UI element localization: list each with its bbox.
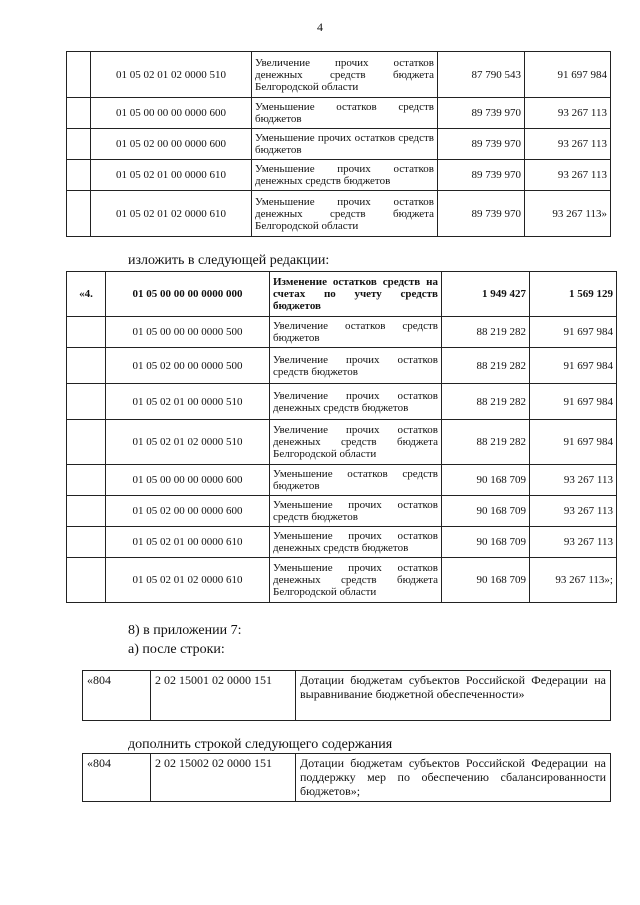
value-year-1: 89 739 970: [438, 160, 525, 191]
value-year-1: 89 739 970: [438, 129, 525, 160]
row-number: [67, 420, 106, 465]
value-year-1: 88 219 282: [442, 384, 530, 420]
row-number: [67, 527, 106, 558]
table-row: [67, 420, 617, 465]
budget-code: 01 05 02 01 00 0000 510: [106, 384, 270, 420]
value-year-2: 1 569 129: [530, 272, 617, 317]
row-name: Уменьшение остатков средств бюджетов: [270, 465, 442, 496]
row-number: [67, 52, 91, 98]
table-row: [67, 384, 617, 420]
table-row: [67, 348, 617, 384]
value-year-2: 91 697 984: [530, 317, 617, 348]
row-name: Уменьшение остатков средств бюджетов: [252, 98, 438, 129]
table-row: [67, 272, 617, 317]
value-year-2: 93 267 113: [525, 160, 611, 191]
table-row: [67, 191, 611, 237]
row-name: Уменьшение прочих остатков средств бюджетов: [252, 129, 438, 160]
budget-table-top: [66, 51, 611, 237]
table-row: [67, 317, 617, 348]
value-year-2: 91 697 984: [525, 52, 611, 98]
budget-code: 01 05 02 00 00 0000 500: [106, 348, 270, 384]
row-name: Уменьшение прочих остатков денежных средств бюджетов: [252, 160, 438, 191]
row-name: Уменьшение прочих остатков денежных средств бюджета Белгородской области: [270, 558, 442, 603]
table-row: [67, 129, 611, 160]
row-number: [67, 465, 106, 496]
budget-code: 01 05 02 01 02 0000 610: [91, 191, 252, 237]
row-number: [67, 129, 91, 160]
row-number: [67, 384, 106, 420]
budget-code: 01 05 02 01 02 0000 510: [91, 52, 252, 98]
row-number: [67, 98, 91, 129]
value-year-1: 88 219 282: [442, 420, 530, 465]
subsidy-row: [83, 754, 611, 802]
value-year-1: 90 168 709: [442, 558, 530, 603]
table-row: [67, 496, 617, 527]
value-year-2: 91 697 984: [530, 420, 617, 465]
row-number: [67, 348, 106, 384]
row-number: [67, 160, 91, 191]
row-name: Изменение остатков средств на счетах по учету средств бюджетов: [270, 272, 442, 317]
table-row: [67, 52, 611, 98]
subsidy-name: Дотации бюджетам субъектов Российской Федерации на поддержку мер по обеспечению сбалансированности бюджетов»;: [296, 754, 611, 802]
budget-code: 01 05 02 01 02 0000 510: [106, 420, 270, 465]
budget-code: 01 05 00 00 00 0000 600: [106, 465, 270, 496]
value-year-2: 93 267 113: [530, 496, 617, 527]
page-number: 4: [317, 20, 323, 34]
value-year-1: 89 739 970: [438, 191, 525, 237]
budget-table-main: [66, 271, 617, 603]
intro-text: изложить в следующей редакции:: [128, 253, 330, 268]
item8-text: 8) в приложении 7:: [128, 623, 242, 638]
row-name: Уменьшение прочих остатков денежных средств бюджета Белгородской области: [252, 191, 438, 237]
value-year-2: 93 267 113: [530, 527, 617, 558]
table-row: [67, 527, 617, 558]
value-year-2: 93 267 113: [530, 465, 617, 496]
row-name: Увеличение остатков средств бюджетов: [270, 317, 442, 348]
budget-code: 01 05 00 00 00 0000 000: [106, 272, 270, 317]
supplement-text: дополнить строкой следующего содержания: [128, 737, 393, 752]
row-name: Увеличение прочих остатков денежных средств бюджета Белгородской области: [252, 52, 438, 98]
row-name: Увеличение прочих остатков денежных средств бюджетов: [270, 384, 442, 420]
table-row: [67, 160, 611, 191]
table-row: [67, 98, 611, 129]
subsidy-row: [83, 671, 611, 721]
table-row: [67, 465, 617, 496]
row-name: Уменьшение прочих остатков средств бюджетов: [270, 496, 442, 527]
row-number: [67, 317, 106, 348]
subsidy-table-2: [82, 753, 611, 802]
row-name: Уменьшение прочих остатков денежных средств бюджетов: [270, 527, 442, 558]
admin-code: «804: [83, 671, 151, 721]
value-year-1: 90 168 709: [442, 527, 530, 558]
value-year-1: 87 790 543: [438, 52, 525, 98]
kbk-code: 2 02 15002 02 0000 151: [151, 754, 296, 802]
row-number: [67, 191, 91, 237]
row-number: [67, 558, 106, 603]
value-year-2: 91 697 984: [530, 348, 617, 384]
budget-code: 01 05 02 00 00 0000 600: [91, 129, 252, 160]
budget-code: 01 05 02 00 00 0000 600: [106, 496, 270, 527]
value-year-2: 93 267 113: [525, 98, 611, 129]
budget-code: 01 05 02 01 02 0000 610: [106, 558, 270, 603]
value-year-2: 91 697 984: [530, 384, 617, 420]
subsidy-name: Дотации бюджетам субъектов Российской Федерации на выравнивание бюджетной обеспеченности»: [296, 671, 611, 721]
row-name: Увеличение прочих остатков средств бюджетов: [270, 348, 442, 384]
budget-code: 01 05 00 00 00 0000 500: [106, 317, 270, 348]
value-year-2: 93 267 113»: [525, 191, 611, 237]
value-year-2: 93 267 113»;: [530, 558, 617, 603]
value-year-1: 88 219 282: [442, 348, 530, 384]
value-year-1: 90 168 709: [442, 465, 530, 496]
budget-code: 01 05 02 01 00 0000 610: [106, 527, 270, 558]
value-year-1: 88 219 282: [442, 317, 530, 348]
subsidy-table-1: [82, 670, 611, 721]
row-name: Увеличение прочих остатков денежных средств бюджета Белгородской области: [270, 420, 442, 465]
value-year-2: 93 267 113: [525, 129, 611, 160]
admin-code: «804: [83, 754, 151, 802]
value-year-1: 90 168 709: [442, 496, 530, 527]
item8a-text: а) после строки:: [128, 642, 225, 657]
kbk-code: 2 02 15001 02 0000 151: [151, 671, 296, 721]
value-year-1: 89 739 970: [438, 98, 525, 129]
row-number: [67, 496, 106, 527]
budget-code: 01 05 00 00 00 0000 600: [91, 98, 252, 129]
table-row: [67, 558, 617, 603]
budget-code: 01 05 02 01 00 0000 610: [91, 160, 252, 191]
row-number: «4.: [67, 272, 106, 317]
value-year-1: 1 949 427: [442, 272, 530, 317]
